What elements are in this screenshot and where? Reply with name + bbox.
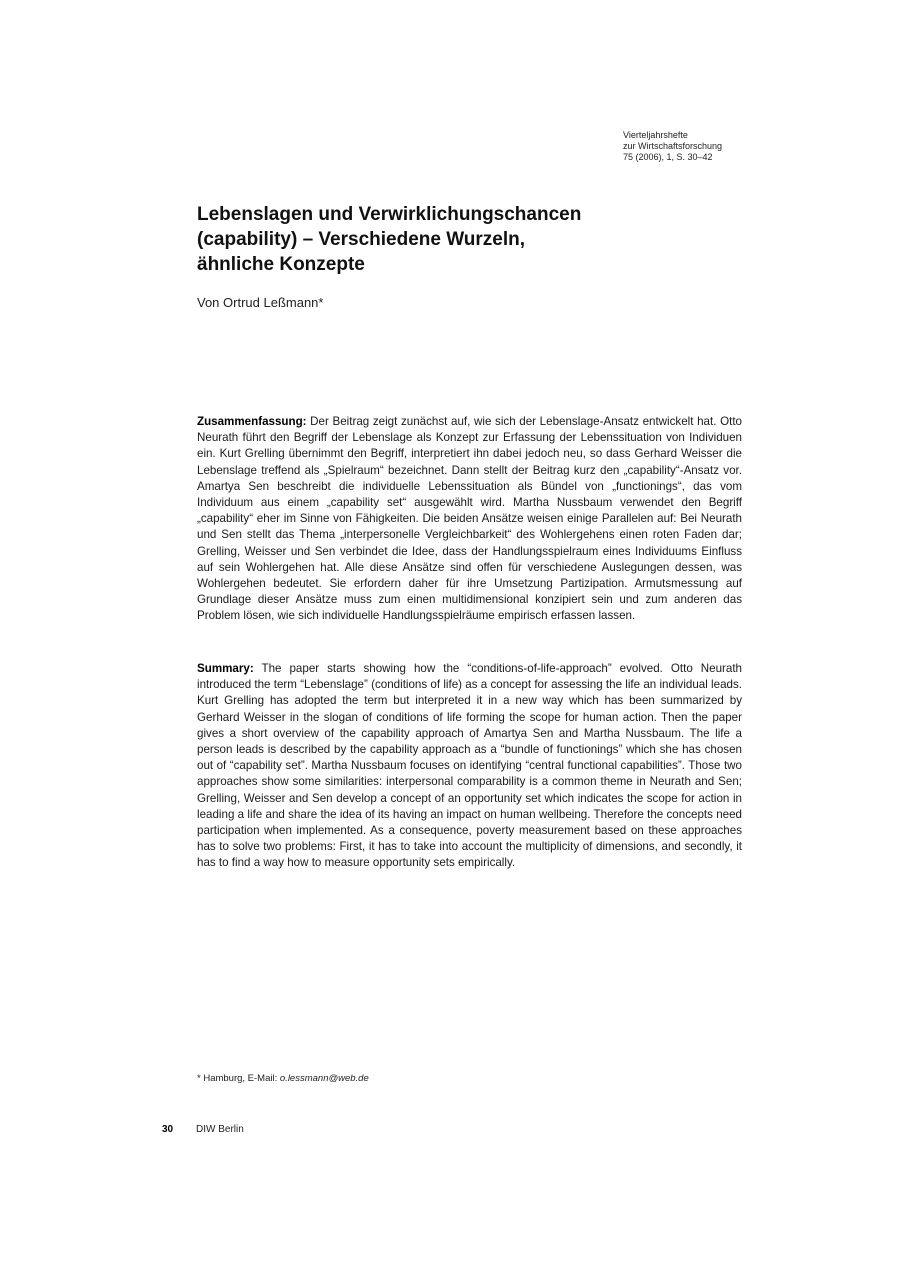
abstract-english xyxy=(197,661,742,872)
article-title xyxy=(197,202,717,277)
abstract-english-label: Summary: xyxy=(197,662,254,675)
abstract-english-text: The paper starts showing how the “conditions-of-life-approach” evolved. Otto Neurath introduced the term “Lebenslage” (conditions of life) as a concept for assessing the life an individual leads. Kurt Grelling has adopted the term but interpreted it in a new way which has been summarized by Gerhard Weisser in the slogan of conditions of life forming the scope for human action. Then the paper gives a short overview of the capability approach of Amartya Sen and Martha Nussbaum. The life a person leads is described by the capability approach as a “bundle of functionings” which she has chosen out of “capability set”. Martha Nussbaum focuses on identifying “central functional capabilities”. Those two approaches show some similarities: interpersonal comparability is a common theme in Neurath and Sen; Grelling, Weisser and Sen develop a concept of an opportunity set which indicates the scope for action in leading a life and share the idea of its having an impact on human wellbeing. Therefore the concepts need participation when implemented. As a consequence, poverty measurement based on these approaches has to solve two problems: First, it has to take into account the multiplicity of dimensions, and secondly, it has to find a way how to measure opportunity sets empirically. xyxy=(197,662,743,870)
journal-name-line-1: Vierteljahrshefte xyxy=(623,130,688,140)
abstract-german-label: Zusammenfassung: xyxy=(197,415,307,428)
publisher-name: DIW Berlin xyxy=(196,1124,244,1135)
journal-issue-line: 75 (2006), 1, S. 30–42 xyxy=(623,152,713,162)
journal-reference xyxy=(623,130,722,163)
footnote-prefix: * Hamburg, E-Mail: xyxy=(197,1073,280,1084)
title-line-3: ähnliche Konzepte xyxy=(197,254,365,275)
journal-name-line-2: zur Wirtschaftsforschung xyxy=(623,141,723,151)
page-footer xyxy=(162,1123,244,1136)
abstract-german-text: Der Beitrag zeigt zunächst auf, wie sich der Lebenslage-Ansatz entwickelt hat. Otto Neurath führt den Begriff der Lebenslage als Konzept zur Erfassung der Lebenssituation von Individuen ein. Kurt Grelling übernimmt den Begriff, interpretiert ihn dabei jedoch neu, so dass Gerhard Weisser die Lebenslage treffend als „Spielraum“ bezeichnet. Dann stellt der Beitrag kurz den „capability“-Ansatz vor. Amartya Sen beschreibt die individuelle Lebenssituation als Bündel von „functionings“, das vom Individuum aus einem „capability set“ ausgewählt wird. Martha Nussbaum verwendet den Begriff „capability“ eher im Sinne von Fähigkeiten. Die beiden Ansätze weisen einige Parallelen auf: Bei Neurath und Sen stellt das Thema „interpersonelle Vergleichbarkeit“ des Wohlergehens einen roten Faden dar; Grelling, Weisser und Sen verbindet die Idee, dass der Handlungsspielraum eines Individuums Einfluss auf sein Wohlergehen hat. Alle diese Ansätze sind offen für verschiedene Auslegungen dessen, was Wohlergehen bedeutet. Sie erfordern daher für ihre Umsetzung Partizipation. Armutsmessung auf Grundlage dieser Ansätze muss zum einen multidimensional konzipiert sein und zum anderen das Problem lösen, wie sich individuelle Handlungsspielräume empirisch erfassen lassen. xyxy=(197,415,742,623)
footnote-email-link[interactable]: o.lessmann@web.de xyxy=(279,1073,369,1084)
title-line-2: (capability) – Verschiedene Wurzeln, xyxy=(197,229,526,250)
abstract-german xyxy=(197,414,742,625)
title-line-1: Lebenslagen und Verwirklichungschancen xyxy=(197,204,582,225)
author-footnote xyxy=(197,1073,369,1085)
author-byline: Von Ortrud Leßmann* xyxy=(197,295,324,310)
page-number: 30 xyxy=(162,1124,174,1135)
